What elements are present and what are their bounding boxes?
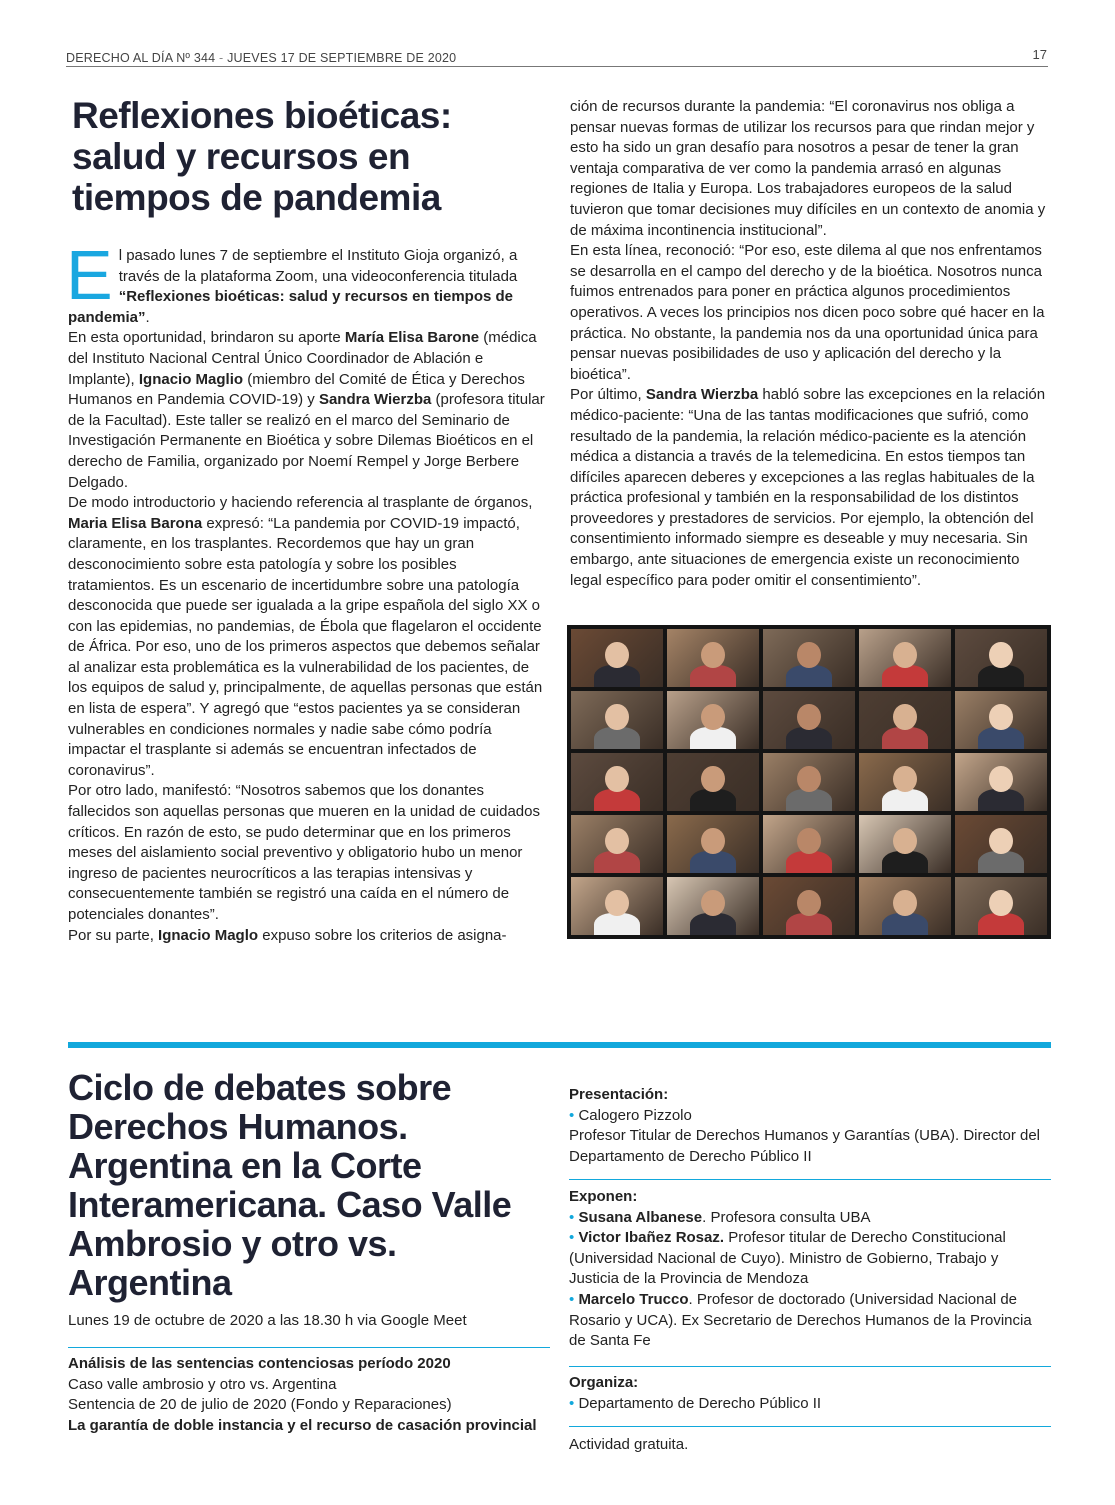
presenter-item bbox=[569, 1106, 1051, 1127]
participant-head bbox=[701, 704, 725, 731]
video-tile bbox=[763, 815, 855, 873]
video-tile bbox=[763, 877, 855, 935]
video-tile bbox=[763, 691, 855, 749]
video-tile bbox=[667, 691, 759, 749]
participant-head bbox=[701, 766, 725, 793]
video-tile bbox=[955, 877, 1047, 935]
video-tile bbox=[955, 815, 1047, 873]
participant-body bbox=[786, 913, 832, 935]
bullet: • bbox=[569, 1106, 575, 1124]
participant-body bbox=[786, 727, 832, 749]
participant-head bbox=[989, 642, 1013, 669]
participant-head bbox=[701, 890, 725, 917]
video-tile bbox=[667, 753, 759, 811]
video-tile bbox=[955, 691, 1047, 749]
running-header bbox=[66, 51, 456, 65]
paragraph: De modo introductorio y haciendo referencia al trasplante de órganos, Maria Elisa Barona expresó: “La pandemia por COVID-19 impactó, claramente, en los trasplantes. Recordemos que hay un gran desconocimiento sobre esta patología y sobre los posibles tratamientos. Es un escenario de incertidumbre sobre una patología desconocida que puede ser igualada a la gripe española del siglo XX o con las epidemias, no pandemias, de Ébola que flagelaron el occidente de África. Por eso, uno de los primeros aspectos que debemos señalar al analizar esta problemática es la vulnerabilidad de los pacientes, de los equipos de salud y, principalmente, de aquellas personas que están en lista de espera”. Y agregó que “estos pacientes ya se consideran vulnerables en condiciones normales y nadie sabe cómo podría impactar el trasplante si además se encuentran infectados de coronavirus”. bbox=[68, 494, 543, 779]
organizer-item: • Departamento de Derecho Público II bbox=[569, 1394, 822, 1412]
organizer-name: Departamento de Derecho Público II bbox=[578, 1394, 822, 1412]
participant-head bbox=[893, 766, 917, 793]
video-tile bbox=[763, 629, 855, 687]
participant-body bbox=[978, 789, 1024, 811]
presentation-label: Presentación: bbox=[569, 1086, 669, 1103]
speakers-label: Exponen: bbox=[569, 1188, 638, 1205]
video-tile bbox=[571, 691, 663, 749]
analysis-case: Caso valle ambrosio y otro vs. Argentina bbox=[68, 1375, 337, 1393]
participant-head bbox=[893, 890, 917, 917]
participant-body bbox=[690, 851, 736, 873]
divider-line bbox=[569, 1366, 1051, 1367]
divider-line bbox=[569, 1426, 1051, 1427]
participant-body bbox=[690, 913, 736, 935]
participant-body bbox=[594, 727, 640, 749]
videoconference-photo bbox=[567, 625, 1051, 939]
participant-body bbox=[882, 727, 928, 749]
participant-head bbox=[989, 828, 1013, 855]
participant-head bbox=[605, 642, 629, 669]
presenter-name: Calogero Pizzolo bbox=[578, 1106, 692, 1124]
speaker-name: Marcelo Trucco bbox=[578, 1290, 689, 1308]
participant-head bbox=[989, 704, 1013, 731]
video-tile bbox=[571, 629, 663, 687]
participant-head bbox=[605, 890, 629, 917]
video-tile bbox=[955, 753, 1047, 811]
participant-body bbox=[594, 665, 640, 687]
divider-line bbox=[68, 1347, 550, 1348]
participant-head bbox=[797, 642, 821, 669]
participant-head bbox=[797, 766, 821, 793]
participant-body bbox=[786, 665, 832, 687]
divider-line bbox=[569, 1179, 1051, 1180]
participant-body bbox=[594, 913, 640, 935]
publication-name: DERECHO AL DÍA Nº 344 bbox=[66, 51, 216, 65]
video-tile bbox=[859, 629, 951, 687]
participant-head bbox=[605, 766, 629, 793]
speaker-item: • Marcelo Trucco. Profesor de doctorado (Universidad Nacional de Rosario y UCA). Ex Secretario de Derechos Humanos de la Provincia de Santa Fe bbox=[569, 1290, 1032, 1350]
header-separator: - bbox=[219, 51, 224, 65]
paragraph-continued: ción de recursos durante la pandemia: “El coronavirus nos obliga a pensar nuevas formas de utilizar los recursos para que rindan mejor y esto ha sido un gran desafío para nosotros a pesar de tener la gran ventaja comparativa de ver como la pandemia arrasó en algunas regiones de Italia y Europa. Los trabajadores europeos de la salud tuvieron que tomar decisiones muy difíciles en un contexto de anomia y de máxima incontinencia institucional”. bbox=[570, 98, 1046, 239]
participant-head bbox=[605, 704, 629, 731]
speaker-name: Victor Ibañez Rosaz. bbox=[578, 1229, 725, 1247]
page-number: 17 bbox=[1032, 47, 1047, 62]
video-tile bbox=[667, 877, 759, 935]
participant-body bbox=[594, 789, 640, 811]
participant-head bbox=[701, 642, 725, 669]
header-divider bbox=[66, 66, 1048, 67]
participant-body bbox=[978, 913, 1024, 935]
participant-body bbox=[690, 665, 736, 687]
speakers-block bbox=[569, 1187, 1051, 1352]
participant-body bbox=[882, 789, 928, 811]
paragraph: Por otro lado, manifestó: “Nosotros sabemos que los donantes fallecidos son aquellas personas que mueren en la unidad de cuidados críticos. En razón de esto, se pudo determinar que en los primeros meses del aislamiento social preventivo y obligatorio hubo un menor ingreso de pacientes neurocríticos a las terapias intensivas y consecuentemente también se registró una caída en el número de potenciales donantes”. bbox=[68, 782, 540, 923]
paragraph: Por último, Sandra Wierzba habló sobre las excepciones en la relación médico-paciente: “Una de las tantas modificaciones que sufrió, como resultado de la pandemia, la relación médico-paciente es la atención médica a distancia a través de la telemedicina. En estos tiempos tan difíciles aparecen deberes y excepciones a las reglas habituales de la práctica profesional y también en la responsabilidad de los distintos proveedores y prestadores de servicios. Por ejemplo, la obtención del consentimiento informado siempre es deseable y muy necesaria. Sin embargo, ante situaciones de emergencia existe un reconocimiento legal específico para poder omitir el consentimiento”. bbox=[570, 386, 1046, 589]
participant-head bbox=[797, 704, 821, 731]
participant-body bbox=[978, 727, 1024, 749]
video-tile bbox=[859, 877, 951, 935]
article-column-right bbox=[570, 97, 1048, 591]
participant-body bbox=[978, 665, 1024, 687]
drop-cap: E bbox=[66, 236, 113, 314]
free-activity-note: Actividad gratuita. bbox=[569, 1436, 689, 1453]
presentation-block bbox=[569, 1085, 1051, 1167]
speaker-item: • Victor Ibañez Rosaz. Profesor titular de Derecho Constitucional (Universidad Nacional de Cuyo). Ministro de Gobierno, Trabajo y Justicia de la Provincia de Mendoza bbox=[569, 1229, 1006, 1288]
analysis-topic: La garantía de doble instancia y el recurso de casación provincial bbox=[68, 1416, 537, 1434]
event-date: Lunes 19 de octubre de 2020 a las 18.30 h via Google Meet bbox=[68, 1312, 467, 1329]
video-tile bbox=[763, 753, 855, 811]
participant-head bbox=[893, 704, 917, 731]
analysis-block bbox=[68, 1354, 546, 1436]
participant-head bbox=[797, 890, 821, 917]
participant-body bbox=[882, 851, 928, 873]
participant-body bbox=[786, 851, 832, 873]
video-tile bbox=[571, 753, 663, 811]
video-tile bbox=[667, 815, 759, 873]
organizer-block bbox=[569, 1373, 1051, 1414]
video-tile bbox=[571, 815, 663, 873]
video-tile bbox=[571, 877, 663, 935]
section-divider bbox=[68, 1042, 1051, 1048]
speaker-name: Susana Albanese bbox=[578, 1208, 703, 1226]
paragraph-split: Por su parte, Ignacio Maglo expuso sobre los criterios de asigna- bbox=[68, 926, 507, 944]
speaker-item: • Susana Albanese. Profesora consulta UBA bbox=[569, 1208, 871, 1226]
analysis-heading: Análisis de las sentencias contenciosas período 2020 bbox=[68, 1355, 451, 1372]
participant-body bbox=[690, 727, 736, 749]
participant-body bbox=[690, 789, 736, 811]
paragraph: En esta línea, reconoció: “Por eso, este dilema al que nos enfrentamos se desarrolla en el campo del derecho y de la bioética. Nosotros nunca fuimos entrenados para poner en práctica algunos procedimientos operativos. A veces los principios nos dicen poco sobre qué hacer en la práctica. No obstante, la pandemia nos da una oportunidad única para pensar nuevas posibilidades de uso y aplicación del derecho y la bioética”. bbox=[570, 242, 1045, 383]
video-tile bbox=[955, 629, 1047, 687]
analysis-sentence: Sentencia de 20 de julio de 2020 (Fondo y Reparaciones) bbox=[68, 1396, 452, 1414]
participant-head bbox=[605, 828, 629, 855]
participant-body bbox=[882, 665, 928, 687]
participant-body bbox=[978, 851, 1024, 873]
article-title: Reflexiones bioéticas: salud y recursos en tiempos de pandemia bbox=[72, 95, 452, 218]
participant-body bbox=[882, 913, 928, 935]
organizer-label: Organiza: bbox=[569, 1374, 639, 1391]
presenter-description: Profesor Titular de Derechos Humanos y Garantías (UBA). Director del Departamento de Derecho Público II bbox=[569, 1127, 1041, 1165]
participant-head bbox=[893, 828, 917, 855]
video-tile bbox=[859, 753, 951, 811]
participant-body bbox=[786, 789, 832, 811]
intro-paragraph: El pasado lunes 7 de septiembre el Instituto Gioja organizó, a través de la plataforma Zoom, una videoconferencia titulada “Reflexiones bioéticas: salud y recursos en tiempos de pandemia”. bbox=[66, 236, 518, 326]
video-tile bbox=[667, 629, 759, 687]
video-tile bbox=[859, 815, 951, 873]
participant-head bbox=[893, 642, 917, 669]
participant-body bbox=[594, 851, 640, 873]
video-tile bbox=[859, 691, 951, 749]
event-title: Ciclo de debates sobre Derechos Humanos. Argentina en la Corte Interamericana. Caso Valle Ambrosio y otro vs. Argentina bbox=[68, 1067, 512, 1303]
participant-head bbox=[989, 766, 1013, 793]
participant-head bbox=[701, 828, 725, 855]
article-column-left bbox=[66, 236, 546, 947]
participant-head bbox=[797, 828, 821, 855]
participant-head bbox=[989, 890, 1013, 917]
issue-date: JUEVES 17 DE SEPTIEMBRE DE 2020 bbox=[227, 51, 457, 65]
paragraph: En esta oportunidad, brindaron su aporte María Elisa Barone (médica del Instituto Nacional Central Único Coordinador de Ablación e Implante), Ignacio Maglio (miembro del Comité de Ética y Derechos Humanos en Pandemia COVID-19) y Sandra Wierzba (profesora titular de la Facultad). Este taller se realizó en el marco del Seminario de Investigación Permanente en Bioética y sobre Dilemas Bioéticos en el derecho de Familia, organizado por Noemí Rempel y Jorge Berbere Delgado. bbox=[68, 329, 545, 491]
